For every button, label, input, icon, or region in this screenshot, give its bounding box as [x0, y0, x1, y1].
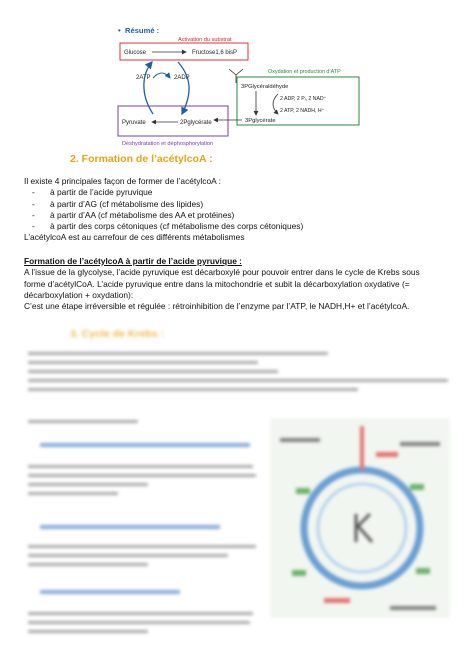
branch-mark	[229, 69, 243, 83]
glycolysis-summary-diagram	[108, 22, 360, 150]
list-item: - à partir d’AG (cf métabolisme des lipides)	[24, 199, 303, 210]
section2-heading: 2. Formation de l’acétylcoA :	[70, 153, 213, 165]
dehydration-label: Déshydratation et déphosphorylation	[122, 141, 214, 147]
section3-heading: 3. Cycle de Krebs :	[70, 328, 164, 340]
pglycerate3-label: 3Pglycérate	[245, 118, 276, 124]
fructose-label: Fructose1,6 bisP	[192, 50, 238, 56]
subsection-body	[24, 256, 420, 312]
atp-adp-arc-arrow	[153, 73, 170, 78]
subsection-line: décarboxylation + oxydation):	[24, 289, 134, 300]
blurred-left-column	[28, 420, 268, 639]
pglycerate2-label: 2Pglycérate	[180, 120, 212, 126]
list-item: - à partir d’AA (cf métabolisme des AA et protéines)	[24, 210, 303, 221]
section2-body	[24, 176, 303, 244]
adp-pi-nad-label: 2 ADP, 2 Pᵢ, 2 NAD⁺	[280, 96, 327, 102]
krebs-label-block	[390, 606, 436, 610]
krebs-cycle-figure	[270, 418, 450, 618]
list-item: - à partir de l’acide pyruvique	[24, 187, 303, 198]
oxidation-label: Oxydation et production d’ATP	[268, 69, 341, 75]
resume-bullet: •	[118, 26, 121, 35]
adp-right-label: 2ADP	[174, 75, 190, 81]
subsection-line: C’est une étape irréversible et régulée : rétroinhibition de l’enzyme par l’ATP, le NADH,H+ et l’acétylcoA.	[24, 301, 410, 312]
subsection-heading: Formation de l’acétylcoA à partir de l’acide pyruvique :	[24, 256, 242, 266]
section2-intro: Il existe 4 principales façon de former de l’acétylcoA :	[24, 176, 221, 186]
pyruvate-label: Pyruvate	[122, 120, 146, 126]
list-item: - à partir des corps cétoniques (cf métabolisme des corps cétoniques)	[24, 221, 303, 232]
krebs-green-mark	[410, 484, 424, 490]
blurred-text-block	[28, 352, 450, 397]
krebs-label-block	[280, 438, 320, 442]
atp-nadh-label: 2 ATP, 2 NADH, H⁺	[280, 108, 325, 114]
section2-crossroads: L’acétylcoA est au carrefour de ces différents métabolismes	[24, 232, 245, 243]
acetylcoa-sources-list	[24, 187, 303, 232]
krebs-green-mark	[416, 568, 430, 574]
atp-left-label: 2ATP	[136, 75, 151, 81]
glucose-label: Glucose	[124, 50, 147, 56]
krebs-red-mark	[324, 598, 350, 603]
activation-label: Activation du substrat	[178, 37, 232, 43]
resume-title: Résumé :	[125, 26, 160, 35]
krebs-green-mark	[292, 570, 306, 576]
subsection-line: forme d’acétylCoA. L’acide pyruvique entre dans la mitochondrie et subit la décarboxylation oxydative (=	[24, 278, 410, 289]
krebs-red-mark	[376, 452, 398, 457]
krebs-label-block	[400, 442, 440, 446]
subsection-line: A l’issue de la glycolyse, l’acide pyruvique est décarboxylé pour pouvoir entrer dans le cycle de Krebs sous	[24, 267, 420, 278]
oxidation-arc-arrow	[273, 94, 278, 114]
pglyceraldehyde-label: 3PGlycéraldéhyde	[241, 84, 289, 90]
krebs-green-mark	[296, 488, 310, 494]
